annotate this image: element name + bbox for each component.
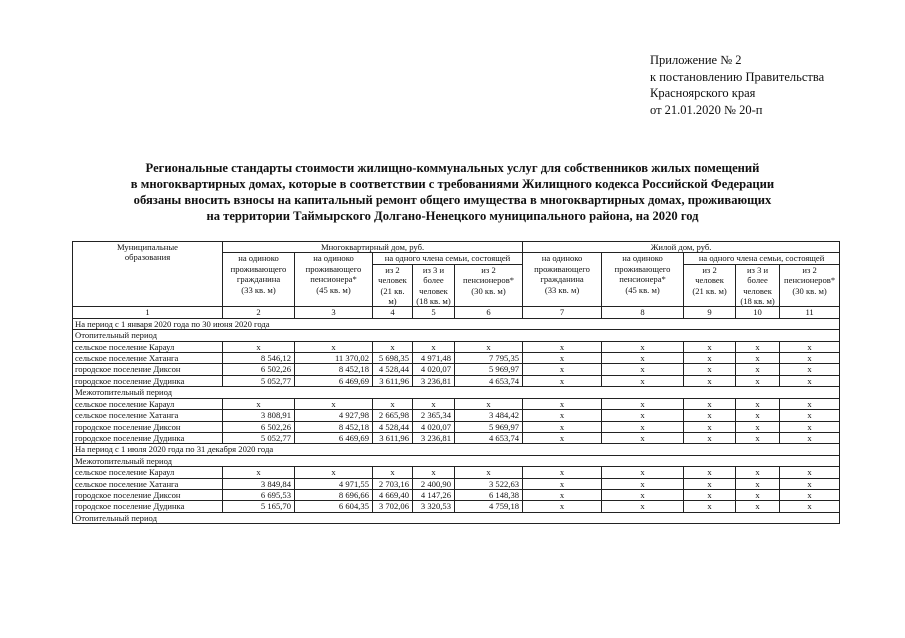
value-cell: х [373,467,413,478]
value-cell: х [780,353,840,364]
municipality-name: городское поселение Дудинка [73,375,223,386]
header-three-people-house [736,264,780,307]
value-cell: х [523,467,602,478]
table-row [73,501,840,512]
value-cell: 3 808,91 [223,410,295,421]
value-cell: 4 147,26 [413,489,455,500]
col-number: 4 [373,307,413,318]
value-cell: х [455,467,523,478]
value-cell: х [523,489,602,500]
header-text: на одиноко [541,253,583,264]
document-title [60,160,845,224]
value-cell: 3 611,96 [373,375,413,386]
header-text: гражданина [236,274,281,285]
value-cell: х [523,478,602,489]
header-text: образования [124,252,171,263]
table-row [73,353,840,364]
value-cell: х [523,501,602,512]
col-number: 7 [523,307,602,318]
value-cell: 5 969,97 [455,364,523,375]
standards-table [72,241,840,524]
value-cell: х [684,501,736,512]
municipality-name: городское поселение Дудинка [73,432,223,443]
value-cell: х [373,398,413,409]
value-cell: х [523,353,602,364]
municipality-name: городское поселение Диксон [73,364,223,375]
value-cell: х [523,432,602,443]
header-text: из 2 [802,264,817,275]
value-cell: х [223,341,295,352]
value-cell: х [736,410,780,421]
value-cell: х [736,432,780,443]
header-text: Муниципальные [116,242,178,252]
header-text: на одиноко [622,253,663,264]
value-cell: х [684,478,736,489]
section-row [73,318,840,329]
value-cell: х [523,398,602,409]
municipality-name: сельское поселение Хатанга [73,353,223,364]
value-cell: 7 795,35 [455,353,523,364]
table-row [73,410,840,421]
value-cell: х [602,398,684,409]
header-text: (18 кв. м) [740,296,775,307]
header-text: на одиноко [313,253,354,264]
value-cell: 3 849,84 [223,478,295,489]
header-text: (45 кв. м) [625,284,660,295]
value-cell: х [736,421,780,432]
value-cell: 4 669,40 [373,489,413,500]
value-cell: 4 653,74 [455,432,523,443]
value-cell: х [780,375,840,386]
municipality-name: городское поселение Диксон [73,421,223,432]
title-line: Региональные стандарты стоимости жилищно-коммунальных услуг для собственников жилых помещений [145,161,760,175]
value-cell: 4 971,55 [295,478,373,489]
value-cell: х [736,364,780,375]
table-row [73,421,840,432]
value-cell: х [523,421,602,432]
value-cell: 5 969,97 [455,421,523,432]
municipality-name: сельское поселение Караул [73,341,223,352]
value-cell: х [684,375,736,386]
header-text: пенсионера* [310,274,357,285]
value-cell: х [523,410,602,421]
value-cell: х [455,398,523,409]
value-cell: х [602,364,684,375]
value-cell: 4 927,98 [295,410,373,421]
value-cell: х [780,341,840,352]
value-cell: х [736,398,780,409]
section-label: На период с 1 июля 2020 года по 31 декабря 2020 года [73,444,840,455]
value-cell: х [736,341,780,352]
value-cell: х [455,341,523,352]
value-cell: х [780,364,840,375]
section-row [73,512,840,523]
value-cell: х [780,501,840,512]
header-per-member-house: на одного члена семьи, состоящей [684,253,840,264]
value-cell: х [736,489,780,500]
header-text: (18 кв. м) [416,296,451,307]
value-cell: х [413,467,455,478]
col-number: 9 [684,307,736,318]
col-number: 10 [736,307,780,318]
header-text: пенсионеров* [784,275,836,286]
value-cell: х [223,398,295,409]
value-cell: х [602,432,684,443]
header-apartment-group: Многоквартирный дом, руб. [223,242,523,253]
header-single-pensioner-house [602,253,684,307]
value-cell: х [523,364,602,375]
value-cell: х [295,467,373,478]
value-cell: х [684,489,736,500]
value-cell: х [295,341,373,352]
section-row [73,444,840,455]
value-cell: 4 971,48 [413,353,455,364]
value-cell: х [602,353,684,364]
header-text: (30 кв. м) [792,285,827,296]
table-row [73,398,840,409]
table-row [73,467,840,478]
value-cell: х [684,421,736,432]
appendix-line: Красноярского края [650,86,756,100]
header-text: из 3 и [746,264,769,275]
table-row [73,489,840,500]
column-number-row [73,307,840,318]
value-cell: х [295,398,373,409]
header-text: проживающего [614,263,671,274]
header-text: (21 кв. м) [692,285,727,296]
header-two-pensioners [455,264,523,307]
value-cell: 4 759,18 [455,501,523,512]
header-text: человек [695,275,724,286]
header-three-people [413,264,455,307]
header-text: (30 кв. м) [471,285,506,296]
value-cell: х [684,398,736,409]
value-cell: 2 665,98 [373,410,413,421]
header-text: проживающего [230,263,287,274]
appendix-line: Приложение № 2 [650,53,742,67]
section-label: Межотопительный период [73,455,840,466]
value-cell: х [602,341,684,352]
header-text: пенсионера* [619,274,666,285]
value-cell: х [602,410,684,421]
value-cell: 5 165,70 [223,501,295,512]
municipality-name: сельское поселение Хатанга [73,410,223,421]
value-cell: 6 604,35 [295,501,373,512]
value-cell: 5 698,35 [373,353,413,364]
value-cell: 3 484,42 [455,410,523,421]
title-line: обязаны вносить взносы на капитальный ремонт общего имущества в многоквартирных домах, проживающих [133,193,772,207]
title-line: на территории Таймырского Долгано-Ненецкого муниципального района, на 2020 год [206,209,699,223]
col-number: 2 [223,307,295,318]
value-cell: 4 020,07 [413,364,455,375]
value-cell: 8 546,12 [223,353,295,364]
value-cell: 6 148,38 [455,489,523,500]
value-cell: 2 365,34 [413,410,455,421]
header-text: из 2 [481,264,496,275]
value-cell: х [780,432,840,443]
section-label: Межотопительный период [73,387,840,398]
section-label: Отопительный период [73,512,840,523]
header-text: человек [743,285,772,296]
value-cell: х [780,410,840,421]
value-cell: х [602,467,684,478]
value-cell: 8 696,66 [295,489,373,500]
value-cell: 4 653,74 [455,375,523,386]
section-row [73,455,840,466]
value-cell: 3 611,96 [373,432,413,443]
header-text: из 2 [702,264,717,275]
value-cell: 6 502,26 [223,364,295,375]
header-text: человек [419,285,448,296]
municipality-name: сельское поселение Караул [73,467,223,478]
value-cell: 5 052,77 [223,432,295,443]
header-text: проживающего [305,263,362,274]
value-cell: 3 320,53 [413,501,455,512]
col-number: 6 [455,307,523,318]
value-cell: х [523,341,602,352]
value-cell: х [602,501,684,512]
header-two-pensioners-house [780,264,840,307]
header-text: м) [388,296,397,307]
value-cell: х [780,421,840,432]
header-text: пенсионеров* [462,275,515,286]
value-cell: 3 236,81 [413,375,455,386]
value-cell: х [602,375,684,386]
value-cell: 6 695,53 [223,489,295,500]
header-text: человек [378,275,407,286]
header-text: из 2 [385,264,400,275]
header-text: более [423,275,444,286]
header-text: более [747,275,768,286]
col-number: 8 [602,307,684,318]
col-number: 11 [780,307,840,318]
municipality-name: сельское поселение Караул [73,398,223,409]
value-cell: х [223,467,295,478]
section-row [73,387,840,398]
value-cell: х [780,467,840,478]
value-cell: 6 502,26 [223,421,295,432]
col-number: 5 [413,307,455,318]
section-label: Отопительный период [73,330,840,341]
value-cell: х [684,341,736,352]
value-cell: 3 702,06 [373,501,413,512]
header-text: (33 кв. м) [544,284,580,295]
value-cell: 6 469,69 [295,432,373,443]
header-two-people-house [684,264,736,307]
header-text: (33 кв. м) [241,284,276,295]
value-cell: 8 452,18 [295,364,373,375]
appendix-line: от 21.01.2020 № 20-п [650,102,763,117]
value-cell: 5 052,77 [223,375,295,386]
value-cell: х [736,501,780,512]
header-two-people [373,264,413,307]
value-cell: х [523,375,602,386]
value-cell: х [413,398,455,409]
value-cell: 4 528,44 [373,364,413,375]
header-per-member: на одного члена семьи, состоящей [373,253,523,264]
header-text: проживающего [534,263,590,274]
header-single-citizen-house [523,253,602,307]
value-cell: х [780,489,840,500]
value-cell: х [602,421,684,432]
value-cell: х [780,398,840,409]
municipality-name: сельское поселение Хатанга [73,478,223,489]
value-cell: х [684,432,736,443]
value-cell: х [736,478,780,489]
value-cell: х [684,467,736,478]
col-number: 3 [295,307,373,318]
value-cell: х [602,489,684,500]
header-single-pensioner [295,253,373,307]
value-cell: х [736,467,780,478]
value-cell: 8 452,18 [295,421,373,432]
table-row [73,432,840,443]
value-cell: 4 528,44 [373,421,413,432]
header-row-1 [73,242,840,253]
value-cell: х [684,410,736,421]
header-text: (21 кв. [380,285,405,296]
value-cell: х [780,478,840,489]
header-house-group: Жилой дом, руб. [523,242,840,253]
section-label: На период с 1 января 2020 года по 30 июня 2020 года [73,318,840,329]
table-row [73,375,840,386]
value-cell: 2 400,90 [413,478,455,489]
appendix-line: к постановлению Правительства [650,69,825,84]
table-row [73,364,840,375]
value-cell: х [684,364,736,375]
section-row [73,330,840,341]
header-single-citizen [223,253,295,307]
value-cell: 6 469,69 [295,375,373,386]
header-text: гражданина [540,274,584,285]
value-cell: х [736,375,780,386]
appendix-block [650,52,890,118]
header-text: (45 кв. м) [316,284,351,295]
value-cell: 4 020,07 [413,421,455,432]
value-cell: х [373,341,413,352]
header-municipal [73,242,223,307]
table-row [73,341,840,352]
table-row [73,478,840,489]
value-cell: 11 370,02 [295,353,373,364]
value-cell: х [413,341,455,352]
value-cell: х [684,353,736,364]
value-cell: 3 236,81 [413,432,455,443]
title-line: в многоквартирных домах, которые в соответствии с требованиями Жилищного кодекса Российской Федерации [130,177,775,191]
col-number: 1 [73,307,223,318]
value-cell: 2 703,16 [373,478,413,489]
value-cell: х [736,353,780,364]
header-text: на одиноко [238,253,279,264]
value-cell: 3 522,63 [455,478,523,489]
municipality-name: городское поселение Дудинка [73,501,223,512]
header-text: из 3 и [422,264,445,275]
value-cell: х [602,478,684,489]
municipality-name: городское поселение Диксон [73,489,223,500]
